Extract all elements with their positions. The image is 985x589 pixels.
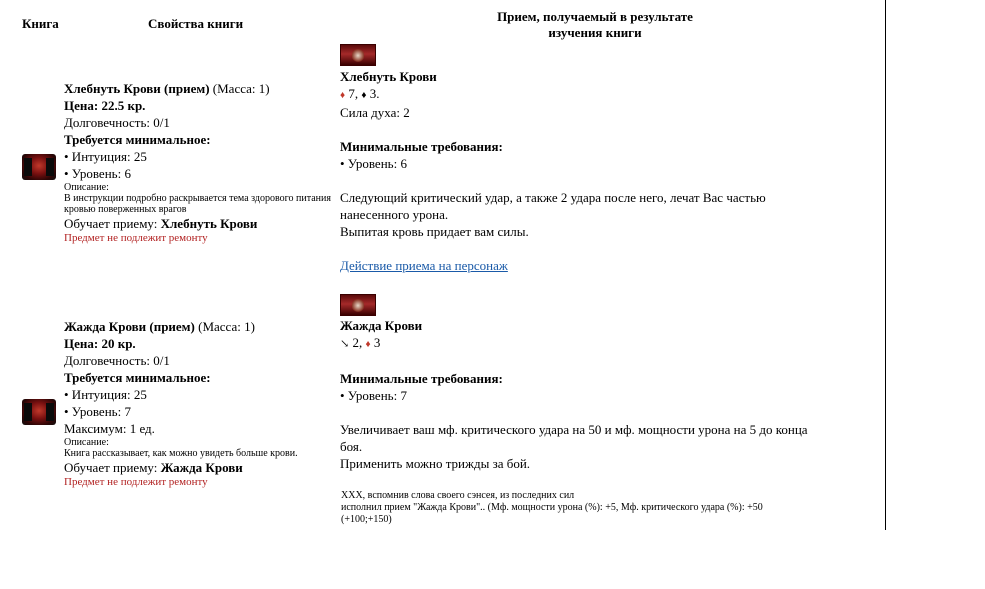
book2-price: Цена: 20 кр. [64, 336, 136, 351]
technique1-req-title: Минимальные требования: [340, 139, 503, 154]
book1-desc: В инструкции подробно раскрывается тема здорового питания кровью поверженных врагов [64, 193, 331, 215]
technique1-block [340, 68, 860, 274]
technique2-cost [340, 334, 860, 353]
book1-teaches-label: Обучает приему: [64, 216, 158, 231]
technique2-desc2: Применить можно трижды за бой. [340, 456, 531, 471]
header-result: Прием, получаемый в результате изучения книги [497, 9, 693, 40]
header-book: Книга [22, 16, 59, 31]
book1-req-title: Требуется минимальное: [64, 132, 211, 147]
book-icon[interactable] [22, 399, 56, 425]
technique2-desc1: Увеличивает ваш мф. критического удара на 50 и мф. мощности урона на 5 до конца боя. [340, 422, 808, 454]
technique1-desc1: Следующий критический удар, а также 2 удара после него, лечат Вас частью нанесенного урона. [340, 190, 766, 222]
divider-line [885, 0, 886, 530]
book2-max: Максимум: 1 ед. [64, 421, 155, 436]
book2-req-level: • Уровень: 7 [64, 404, 131, 419]
header-properties: Свойства книги [148, 16, 244, 31]
book1-req-level: • Уровень: 6 [64, 166, 131, 181]
book1-price: Цена: 22.5 кр. [64, 98, 146, 113]
technique1-name: Хлебнуть Крови [340, 69, 437, 84]
book2-mass: (Масса: 1) [198, 319, 255, 334]
technique-icon[interactable] [340, 294, 376, 316]
battle-log-line3: (+100;+150) [341, 514, 392, 525]
cost-icon: ♦ [361, 90, 367, 101]
technique1-spirit: Сила духа: 2 [340, 105, 410, 120]
book1-desc-label: Описание: [64, 182, 109, 193]
technique2-cost-value1: 2, [352, 335, 363, 350]
technique1-cost-value2: 3. [369, 86, 380, 101]
book1-req-intuition: • Интуиция: 25 [64, 149, 147, 164]
book2-teaches-label: Обучает приему: [64, 460, 158, 475]
blood-drop-icon: ♦ [340, 90, 346, 101]
book2-repair: Предмет не подлежит ремонту [64, 476, 208, 488]
technique1-cost [340, 85, 860, 104]
technique1-cost-value1: 7, [348, 86, 359, 101]
book1-title: Хлебнуть Крови (прием) [64, 81, 210, 96]
blood-drop-icon: ♦ [365, 339, 371, 350]
book2-req-title: Требуется минимальное: [64, 370, 211, 385]
book2-durability: Долговечность: 0/1 [64, 353, 170, 368]
technique2-req-level: • Уровень: 7 [340, 388, 407, 403]
technique2-req-title: Минимальные требования: [340, 371, 503, 386]
technique2-name: Жажда Крови [340, 318, 423, 333]
battle-log-line2: исполнил прием "Жажда Крови".. (Мф. мощности урона (%): +5, Мф. критического удара (%): +50 [341, 502, 763, 513]
technique2-cost-value2: 3 [373, 335, 381, 350]
technique-action-link[interactable]: Действие приема на персонаж [340, 258, 508, 273]
book1-repair: Предмет не подлежит ремонту [64, 232, 208, 244]
battle-log-note [341, 490, 881, 526]
book2-title: Жажда Крови (прием) [64, 319, 195, 334]
technique1-req-level: • Уровень: 6 [340, 156, 407, 171]
book2-desc: Книга рассказывает, как можно увидеть больше крови. [64, 448, 298, 459]
technique1-desc2: Выпитая кровь придает вам силы. [340, 224, 529, 239]
technique2-block [340, 317, 860, 472]
book1-durability: Долговечность: 0/1 [64, 115, 170, 130]
battle-log-line1: XXX, вспомнив слова своего сэнсея, из последних сил [341, 490, 575, 501]
cost-arrow-icon: ↘ [340, 338, 350, 350]
book1-teaches-value: Хлебнуть Крови [160, 216, 258, 231]
book2-req-intuition: • Интуиция: 25 [64, 387, 147, 402]
book2-properties [64, 318, 344, 489]
book1-mass: (Масса: 1) [212, 81, 270, 96]
book-icon[interactable] [22, 154, 56, 180]
technique-icon[interactable] [340, 44, 376, 66]
book2-desc-label: Описание: [64, 437, 109, 448]
book1-properties [64, 80, 344, 245]
book2-teaches-value: Жажда Крови [160, 460, 243, 475]
